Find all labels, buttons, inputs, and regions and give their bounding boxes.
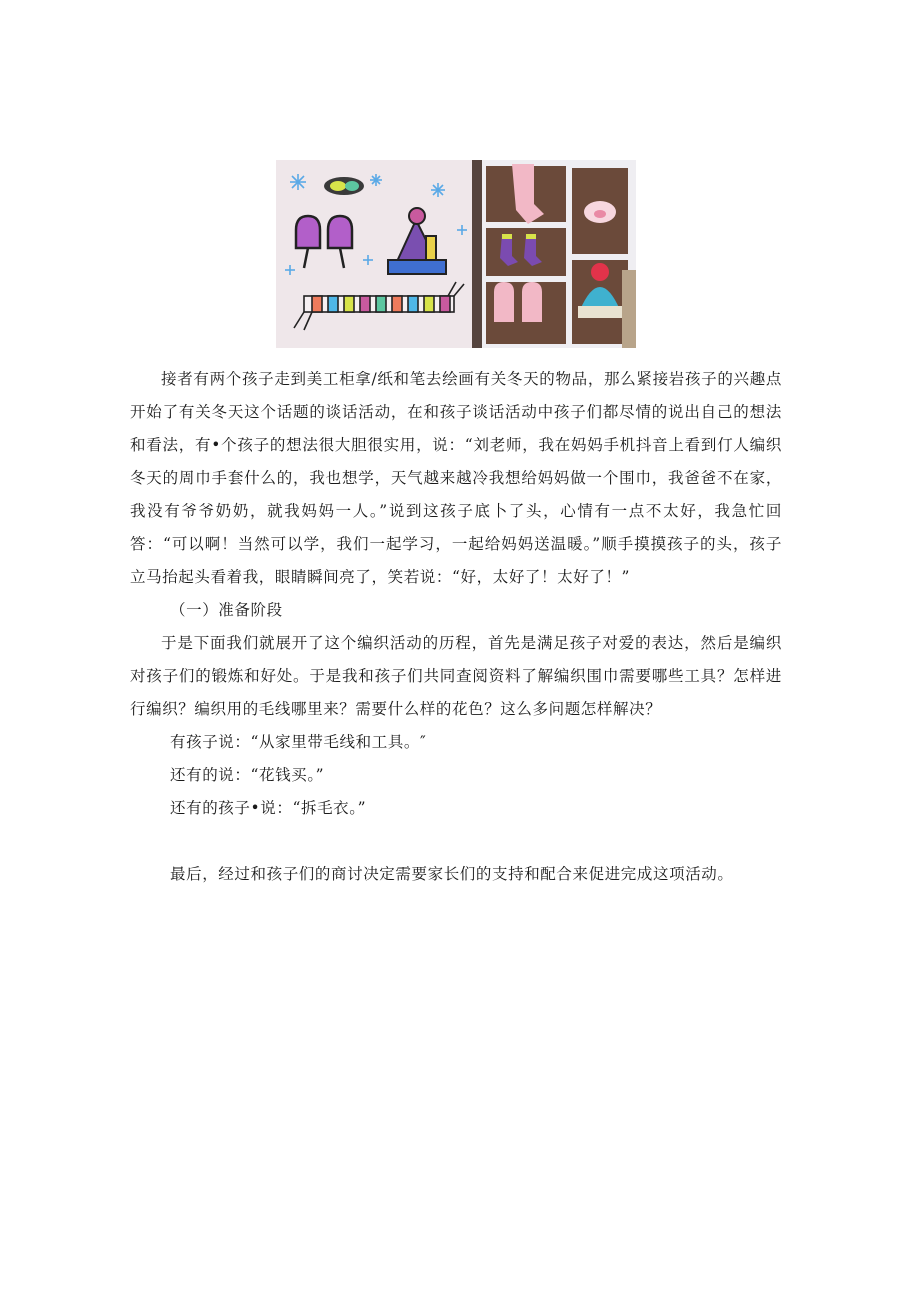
quote-line-1: 有孩子说：“从家里带毛线和工具。″ [170, 733, 427, 751]
winter-items-drawing-image [276, 160, 472, 348]
spacer [130, 825, 782, 858]
photo-row [276, 160, 636, 348]
paragraph-story: 接者有两个孩子走到美工柜拿/纸和笔去绘画有关冬天的物品，那么紧接岩孩子的兴趣点开始了有关冬天这个话题的谈话活动，在和孩子谈话活动中孩子们都尽情的说出自己的想法和看法，有•个孩子的想法很大胆很实用，说：“刘老师，我在妈妈手机抖音上看到仃人编织冬天的周巾手套什么的，我也想学，天气越来越冷我想给妈妈做一个围巾，我爸爸不在家，我没有爷爷奶奶，就我妈妈一人。”说到这孩子底卜了头，心情有一点不太好，我急忙回答：“可以啊！当然可以学，我们一起学习，一起给妈妈送温暖。”顺手摸摸孩子的头，孩子立马抬起头看着我，眼睛瞬间亮了，笑若说：“好，太好了！太好了！” [130, 370, 782, 586]
document-body [130, 363, 782, 891]
section-heading: （一）准备阶段 [170, 601, 283, 619]
paragraph-preparation: 于是下面我们就展开了这个编织活动的历程，首先是满足孩子对爱的表达，然后是编织对孩子们的锻炼和好处。于是我和孩子们共同查阅资料了解编织围巾需要哪些工具？怎样进行编织？编织用的毛线哪里来？需要什么样的花色？这么多问题怎样解决？ [130, 634, 782, 718]
quote-line-2: 还有的说：“花钱买。” [170, 766, 325, 784]
quote-line-3: 还有的孩子•说：“拆毛衣。” [170, 799, 367, 817]
winter-clothes-display-board-image [472, 160, 636, 348]
paragraph-conclusion: 最后，经过和孩子们的商讨决定需要家长们的支持和配合来促进完成这项活动。 [170, 865, 734, 883]
